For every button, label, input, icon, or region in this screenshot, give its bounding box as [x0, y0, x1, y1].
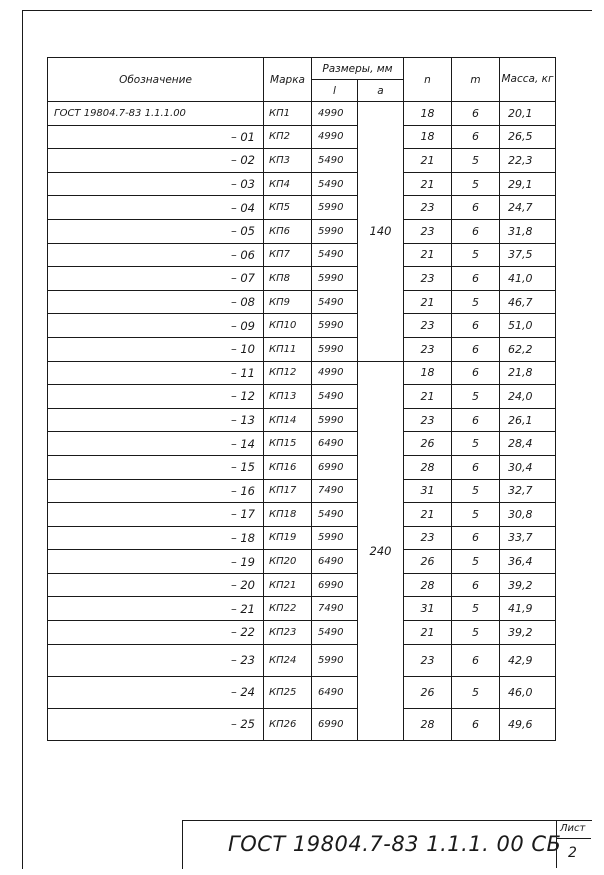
table-row	[48, 503, 556, 527]
mark-cell: КП13	[264, 385, 312, 409]
mark-cell: КП20	[264, 550, 312, 574]
mark-cell: КП24	[264, 644, 312, 676]
n-cell: 26	[404, 676, 452, 708]
m-cell: 5	[452, 149, 500, 173]
mass-cell: 39,2	[500, 573, 556, 597]
n-cell: 21	[404, 243, 452, 267]
n-cell: 18	[404, 125, 452, 149]
designation-cell: – 21	[48, 597, 264, 621]
designation-cell: – 03	[48, 172, 264, 196]
mass-cell: 41,9	[500, 597, 556, 621]
designation-cell: – 06	[48, 243, 264, 267]
n-cell: 23	[404, 314, 452, 338]
length-cell: 6990	[312, 455, 358, 479]
table-row	[48, 526, 556, 550]
n-cell: 21	[404, 290, 452, 314]
designation-cell: – 23	[48, 644, 264, 676]
mass-cell: 26,1	[500, 408, 556, 432]
m-cell: 5	[452, 550, 500, 574]
mass-cell: 37,5	[500, 243, 556, 267]
n-cell: 23	[404, 219, 452, 243]
m-cell: 5	[452, 243, 500, 267]
n-cell: 21	[404, 621, 452, 645]
designation-cell: – 07	[48, 267, 264, 291]
n-cell: 18	[404, 361, 452, 385]
n-cell: 26	[404, 550, 452, 574]
n-cell: 23	[404, 408, 452, 432]
length-cell: 4990	[312, 102, 358, 126]
mass-cell: 41,0	[500, 267, 556, 291]
m-cell: 5	[452, 597, 500, 621]
mark-cell: КП5	[264, 196, 312, 220]
header-designation: Обозначение	[48, 58, 264, 102]
length-cell: 5490	[312, 243, 358, 267]
designation-cell: – 02	[48, 149, 264, 173]
table-row	[48, 644, 556, 676]
table-row	[48, 385, 556, 409]
m-cell: 5	[452, 172, 500, 196]
mark-cell: КП14	[264, 408, 312, 432]
table-row	[48, 314, 556, 338]
a-value-cell: 140	[358, 102, 404, 362]
designation-cell: – 18	[48, 526, 264, 550]
mark-cell: КП11	[264, 337, 312, 361]
table-row	[48, 219, 556, 243]
designation-cell: – 10	[48, 337, 264, 361]
table-row	[48, 172, 556, 196]
mass-cell: 46,0	[500, 676, 556, 708]
table-row	[48, 550, 556, 574]
mark-cell: КП6	[264, 219, 312, 243]
m-cell: 5	[452, 432, 500, 456]
length-cell: 5990	[312, 408, 358, 432]
table-row	[48, 290, 556, 314]
m-cell: 6	[452, 455, 500, 479]
length-cell: 5990	[312, 644, 358, 676]
mass-cell: 51,0	[500, 314, 556, 338]
table-row	[48, 455, 556, 479]
n-cell: 21	[404, 149, 452, 173]
n-cell: 23	[404, 526, 452, 550]
n-cell: 28	[404, 708, 452, 740]
mark-cell: КП17	[264, 479, 312, 503]
table-row	[48, 676, 556, 708]
length-cell: 5490	[312, 621, 358, 645]
designation-cell: – 01	[48, 125, 264, 149]
mass-cell: 46,7	[500, 290, 556, 314]
mark-cell: КП12	[264, 361, 312, 385]
m-cell: 5	[452, 479, 500, 503]
document-code: ГОСТ 19804.7-83 1.1.1. 00 СБ	[228, 832, 562, 856]
length-cell: 4990	[312, 125, 358, 149]
mark-cell: КП1	[264, 102, 312, 126]
length-cell: 6990	[312, 573, 358, 597]
m-cell: 6	[452, 644, 500, 676]
length-cell: 5490	[312, 149, 358, 173]
table-row	[48, 102, 556, 126]
designation-cell: – 20	[48, 573, 264, 597]
mark-cell: КП18	[264, 503, 312, 527]
mass-cell: 32,7	[500, 479, 556, 503]
specification-table	[47, 57, 556, 741]
m-cell: 6	[452, 708, 500, 740]
designation-cell: – 17	[48, 503, 264, 527]
designation-cell: – 14	[48, 432, 264, 456]
designation-cell: – 08	[48, 290, 264, 314]
designation-cell: – 12	[48, 385, 264, 409]
mark-cell: КП15	[264, 432, 312, 456]
mass-cell: 26,5	[500, 125, 556, 149]
length-cell: 6490	[312, 676, 358, 708]
length-cell: 5990	[312, 314, 358, 338]
length-cell: 6490	[312, 550, 358, 574]
mark-cell: КП16	[264, 455, 312, 479]
mark-cell: КП4	[264, 172, 312, 196]
designation-cell: – 11	[48, 361, 264, 385]
mass-cell: 28,4	[500, 432, 556, 456]
mark-cell: КП26	[264, 708, 312, 740]
mass-cell: 49,6	[500, 708, 556, 740]
length-cell: 7490	[312, 479, 358, 503]
table-row	[48, 573, 556, 597]
header-mark: Марка	[264, 58, 312, 102]
table-row	[48, 361, 556, 385]
designation-cell: – 19	[48, 550, 264, 574]
table-row	[48, 621, 556, 645]
m-cell: 6	[452, 408, 500, 432]
m-cell: 5	[452, 503, 500, 527]
n-cell: 28	[404, 455, 452, 479]
m-cell: 6	[452, 102, 500, 126]
a-value-cell: 240	[358, 361, 404, 740]
mass-cell: 33,7	[500, 526, 556, 550]
m-cell: 6	[452, 314, 500, 338]
mark-cell: КП2	[264, 125, 312, 149]
n-cell: 23	[404, 644, 452, 676]
mark-cell: КП19	[264, 526, 312, 550]
n-cell: 18	[404, 102, 452, 126]
mass-cell: 20,1	[500, 102, 556, 126]
mark-cell: КП21	[264, 573, 312, 597]
header-l: l	[312, 80, 358, 102]
n-cell: 31	[404, 479, 452, 503]
length-cell: 5490	[312, 503, 358, 527]
n-cell: 21	[404, 385, 452, 409]
table-row	[48, 708, 556, 740]
designation-cell: – 09	[48, 314, 264, 338]
table-row	[48, 432, 556, 456]
designation-cell: – 04	[48, 196, 264, 220]
mass-cell: 24,0	[500, 385, 556, 409]
mark-cell: КП22	[264, 597, 312, 621]
sheet-label: Лист	[560, 823, 586, 834]
n-cell: 21	[404, 503, 452, 527]
table-row	[48, 196, 556, 220]
n-cell: 23	[404, 196, 452, 220]
length-cell: 5490	[312, 290, 358, 314]
sheet-number: 2	[568, 845, 577, 861]
length-cell: 7490	[312, 597, 358, 621]
n-cell: 26	[404, 432, 452, 456]
m-cell: 6	[452, 526, 500, 550]
mark-cell: КП8	[264, 267, 312, 291]
designation-cell: – 24	[48, 676, 264, 708]
n-cell: 23	[404, 267, 452, 291]
length-cell: 5990	[312, 337, 358, 361]
length-cell: 5990	[312, 219, 358, 243]
mass-cell: 22,3	[500, 149, 556, 173]
m-cell: 6	[452, 573, 500, 597]
table-body	[48, 102, 556, 741]
mark-cell: КП3	[264, 149, 312, 173]
mark-cell: КП7	[264, 243, 312, 267]
header-dimensions: Размеры, мм	[312, 58, 404, 80]
mass-cell: 36,4	[500, 550, 556, 574]
table-row	[48, 125, 556, 149]
mark-cell: КП25	[264, 676, 312, 708]
m-cell: 6	[452, 219, 500, 243]
table-row	[48, 267, 556, 291]
length-cell: 5990	[312, 196, 358, 220]
n-cell: 21	[404, 172, 452, 196]
table-row	[48, 243, 556, 267]
mass-cell: 21,8	[500, 361, 556, 385]
length-cell: 5990	[312, 267, 358, 291]
m-cell: 6	[452, 337, 500, 361]
designation-cell: – 05	[48, 219, 264, 243]
mark-cell: КП9	[264, 290, 312, 314]
m-cell: 6	[452, 196, 500, 220]
designation-cell: – 22	[48, 621, 264, 645]
length-cell: 5490	[312, 385, 358, 409]
header-mass: Масса, кг	[500, 58, 556, 102]
m-cell: 6	[452, 361, 500, 385]
m-cell: 5	[452, 385, 500, 409]
mass-cell: 62,2	[500, 337, 556, 361]
header-m: m	[452, 58, 500, 102]
mass-cell: 42,9	[500, 644, 556, 676]
m-cell: 6	[452, 125, 500, 149]
length-cell: 6490	[312, 432, 358, 456]
mass-cell: 24,7	[500, 196, 556, 220]
designation-cell: – 25	[48, 708, 264, 740]
length-cell: 4990	[312, 361, 358, 385]
table-row	[48, 597, 556, 621]
table-row	[48, 408, 556, 432]
table-row	[48, 337, 556, 361]
header-a: a	[358, 80, 404, 102]
m-cell: 5	[452, 621, 500, 645]
table-row	[48, 149, 556, 173]
length-cell: 5990	[312, 526, 358, 550]
length-cell: 6990	[312, 708, 358, 740]
designation-cell: – 13	[48, 408, 264, 432]
mass-cell: 29,1	[500, 172, 556, 196]
length-cell: 5490	[312, 172, 358, 196]
m-cell: 6	[452, 267, 500, 291]
mark-cell: КП23	[264, 621, 312, 645]
designation-cell: ГОСТ 19804.7-83 1.1.1.00	[48, 102, 264, 126]
designation-cell: – 16	[48, 479, 264, 503]
header-n: n	[404, 58, 452, 102]
m-cell: 5	[452, 290, 500, 314]
table-row	[48, 479, 556, 503]
n-cell: 28	[404, 573, 452, 597]
mass-cell: 31,8	[500, 219, 556, 243]
m-cell: 5	[452, 676, 500, 708]
mark-cell: КП10	[264, 314, 312, 338]
n-cell: 31	[404, 597, 452, 621]
mass-cell: 30,8	[500, 503, 556, 527]
mass-cell: 39,2	[500, 621, 556, 645]
mass-cell: 30,4	[500, 455, 556, 479]
designation-cell: – 15	[48, 455, 264, 479]
n-cell: 23	[404, 337, 452, 361]
